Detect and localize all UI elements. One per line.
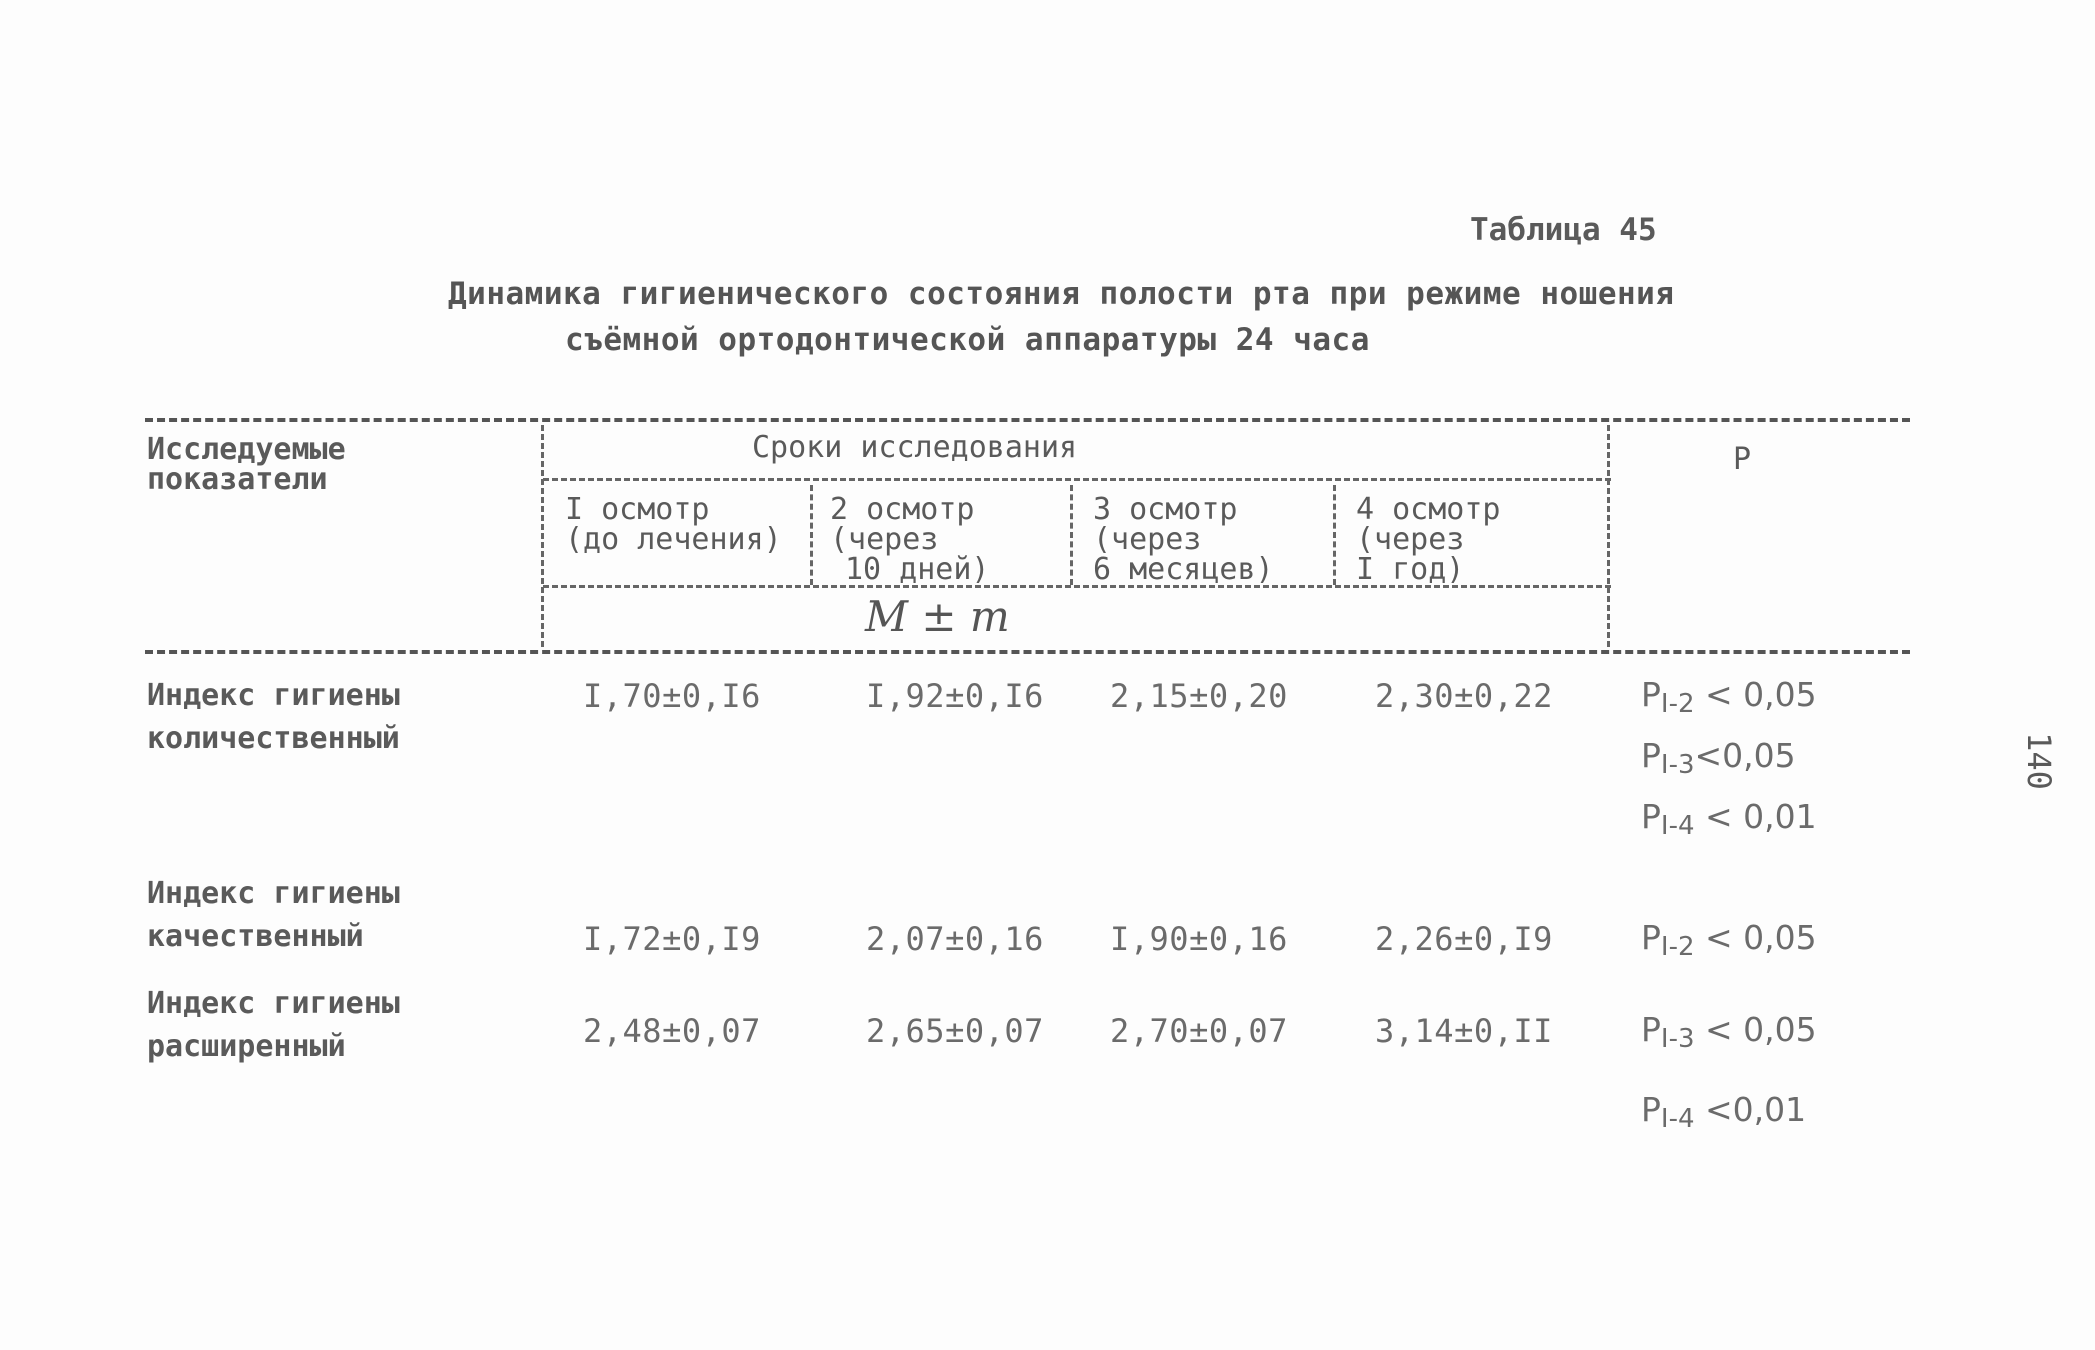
table-title-line-2: съёмной ортодонтической аппаратуры 24 часа — [565, 322, 1370, 358]
value-cell: 2,65±0,07 — [866, 1012, 1044, 1050]
value-cell: 2,70±0,07 — [1110, 1012, 1288, 1050]
value-cell: 2,07±0,16 — [866, 920, 1044, 958]
table-caption: Таблица 45 — [1470, 212, 1657, 248]
col-divider-3 — [1070, 485, 1073, 585]
value-cell: 2,48±0,07 — [583, 1012, 761, 1050]
p-value: $P_{I-3} < 0,05$ — [1641, 1010, 1817, 1054]
header-measure: M ± m — [865, 592, 1010, 641]
page-number: 140 — [2019, 732, 2058, 790]
p-value: $P_{I-4} <0,01$ — [1641, 1090, 1807, 1134]
col-divider-4 — [1333, 485, 1336, 585]
value-cell: 2,26±0,I9 — [1375, 920, 1553, 958]
header-visit-3: 3 осмотр (через 6 месяцев) — [1093, 492, 1274, 587]
header-visit-4: 4 осмотр (через I год) — [1356, 492, 1501, 587]
row-label-qualitative: Индекс гигиены качественный — [147, 876, 400, 954]
p-value: $P_{I-2} < 0,05$ — [1641, 918, 1817, 962]
p-value: $P_{I-3}<0,05$ — [1641, 736, 1796, 780]
header-indicators: Исследуемые показатели — [147, 432, 346, 497]
value-cell: 3,14±0,II — [1375, 1012, 1553, 1050]
value-cell: I,70±0,I6 — [583, 677, 761, 715]
table-title-line-1: Динамика гигиенического состояния полости рта при режиме ношения — [448, 276, 1675, 312]
col-divider-right — [1607, 425, 1610, 647]
col-divider-left — [541, 425, 544, 647]
header-p: Р — [1733, 442, 1752, 477]
header-visit-1: I осмотр (до лечения) — [565, 492, 782, 557]
p-value: $P_{I-4} < 0,01$ — [1641, 797, 1817, 841]
header-terms: Сроки исследования — [752, 430, 1078, 465]
value-cell: I,90±0,16 — [1110, 920, 1288, 958]
row-label-extended: Индекс гигиены расширенный — [147, 986, 400, 1064]
value-cell: I,92±0,I6 — [866, 677, 1044, 715]
p-value: $P_{I-2} < 0,05$ — [1641, 675, 1817, 719]
value-cell: 2,15±0,20 — [1110, 677, 1288, 715]
header-bottom-rule — [145, 650, 1910, 654]
value-cell: 2,30±0,22 — [1375, 677, 1553, 715]
col-divider-2 — [810, 485, 813, 585]
row-label-quantitative: Индекс гигиены количественный — [147, 678, 400, 756]
value-cell: I,72±0,I9 — [583, 920, 761, 958]
terms-underline — [543, 478, 1611, 481]
header-visit-2: 2 осмотр (через 10 дней) — [830, 492, 990, 587]
table-top-rule — [145, 418, 1910, 422]
